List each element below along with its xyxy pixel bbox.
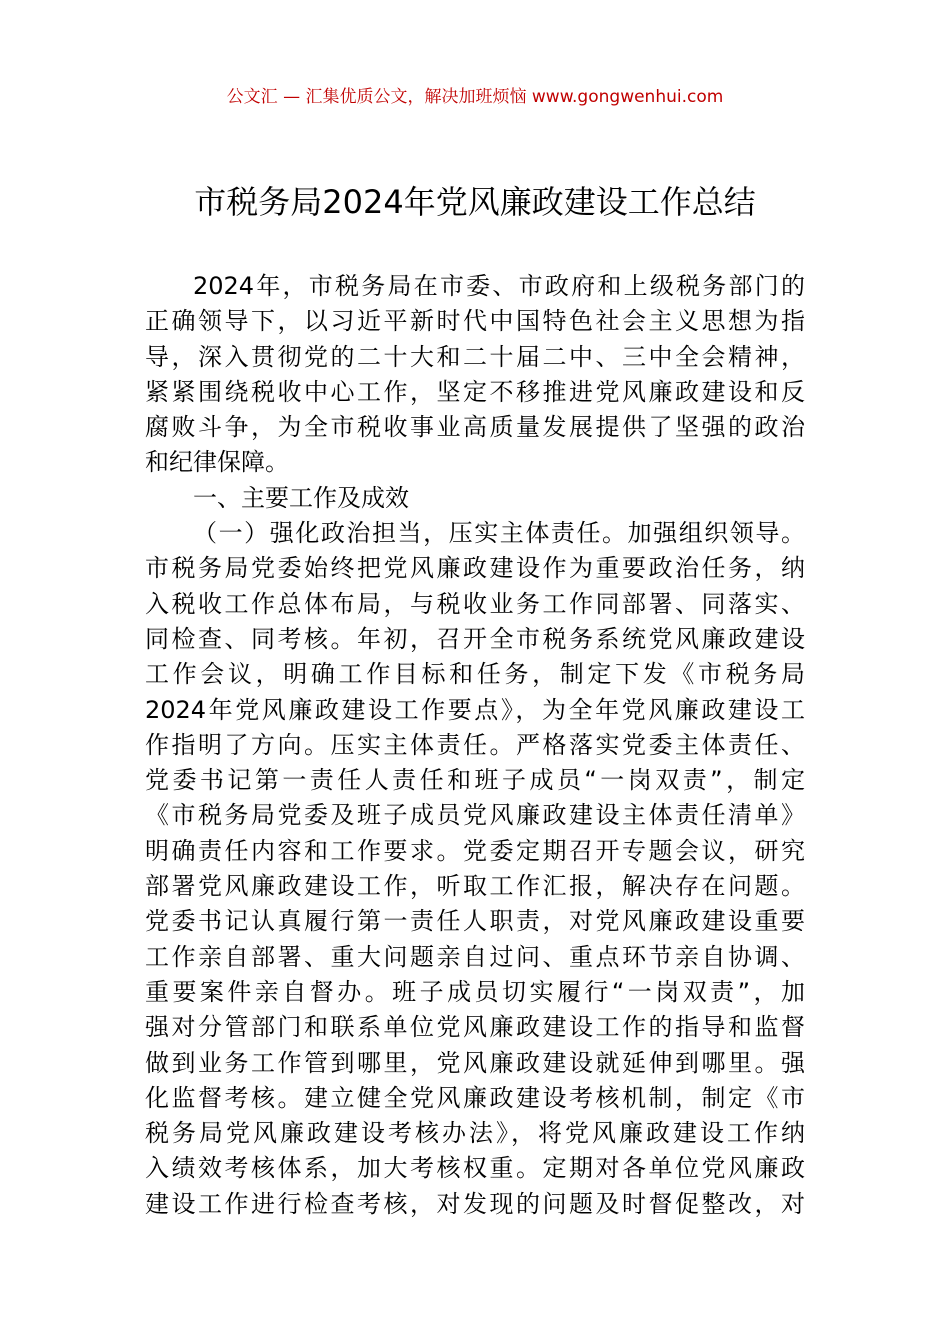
- body-text-line: 正确领导下，以习近平新时代中国特色社会主义思想为指: [145, 307, 805, 336]
- body-text-line: 强对分管部门和联系单位党风廉政建设工作的指导和监督: [145, 1013, 805, 1042]
- body-text-line: 2024年，市税务局在市委、市政府和上级税务部门的: [193, 272, 805, 300]
- body-text-line: 和纪律保障。: [145, 448, 289, 477]
- body-text-line: 部署党风廉政建设工作，听取工作汇报，解决存在问题。: [145, 872, 805, 901]
- body-text-line: 建设工作进行检查考核，对发现的问题及时督促整改，对: [145, 1189, 805, 1218]
- document-body: [145, 269, 805, 1222]
- body-text-line: （一）强化政治担当，压实主体责任。加强组织领导。: [193, 519, 805, 548]
- body-text-line: 重要案件亲自督办。班子成员切实履行“一岗双责”，加: [145, 977, 805, 1006]
- body-text-line: 入绩效考核体系，加大考核权重。定期对各单位党风廉政: [145, 1154, 805, 1183]
- body-text-line: 《市税务局党委及班子成员党风廉政建设主体责任清单》: [145, 801, 805, 830]
- body-text-line: 2024年党风廉政建设工作要点》，为全年党风廉政建设工: [145, 695, 805, 724]
- body-text-line: 党委书记第一责任人责任和班子成员“一岗双责”，制定: [145, 766, 805, 795]
- body-text-line: 一、主要工作及成效: [193, 483, 409, 512]
- body-text-line: 税务局党风廉政建设考核办法》，将党风廉政建设工作纳: [145, 1119, 805, 1148]
- body-text-line: 明确责任内容和工作要求。党委定期召开专题会议，研究: [145, 836, 805, 865]
- body-text-line: 入税收工作总体布局，与税收业务工作同部署、同落实、: [145, 589, 805, 618]
- body-text-line: 腐败斗争，为全市税收事业高质量发展提供了坚强的政治: [145, 413, 805, 442]
- body-text-line: 作指明了方向。压实主体责任。严格落实党委主体责任、: [145, 730, 805, 759]
- body-text-line: 化监督考核。建立健全党风廉政建设考核机制，制定《市: [145, 1083, 805, 1112]
- body-text-line: 紧紧围绕税收中心工作，坚定不移推进党风廉政建设和反: [145, 377, 805, 406]
- header-banner: 公文汇 — 汇集优质公文，解决加班烦恼 www.gongwenhui.com: [226, 87, 724, 107]
- body-text-line: 党委书记认真履行第一责任人职责，对党风廉政建设重要: [145, 907, 805, 936]
- body-text-line: 导，深入贯彻党的二十大和二十届二中、三中全会精神，: [145, 342, 805, 371]
- body-text-line: 工作亲自部署、重大问题亲自过问、重点环节亲自协调、: [145, 942, 805, 971]
- body-text-line: 工作会议，明确工作目标和任务，制定下发《市税务局: [145, 660, 805, 689]
- body-text-line: 同检查、同考核。年初，召开全市税务系统党风廉政建设: [145, 624, 805, 653]
- body-text-line: 市税务局党委始终把党风廉政建设作为重要政治任务，纳: [145, 554, 805, 583]
- body-text-line: 做到业务工作管到哪里，党风廉政建设就延伸到哪里。强: [145, 1048, 805, 1077]
- document-title: 市税务局2024年党风廉政建设工作总结: [194, 183, 756, 221]
